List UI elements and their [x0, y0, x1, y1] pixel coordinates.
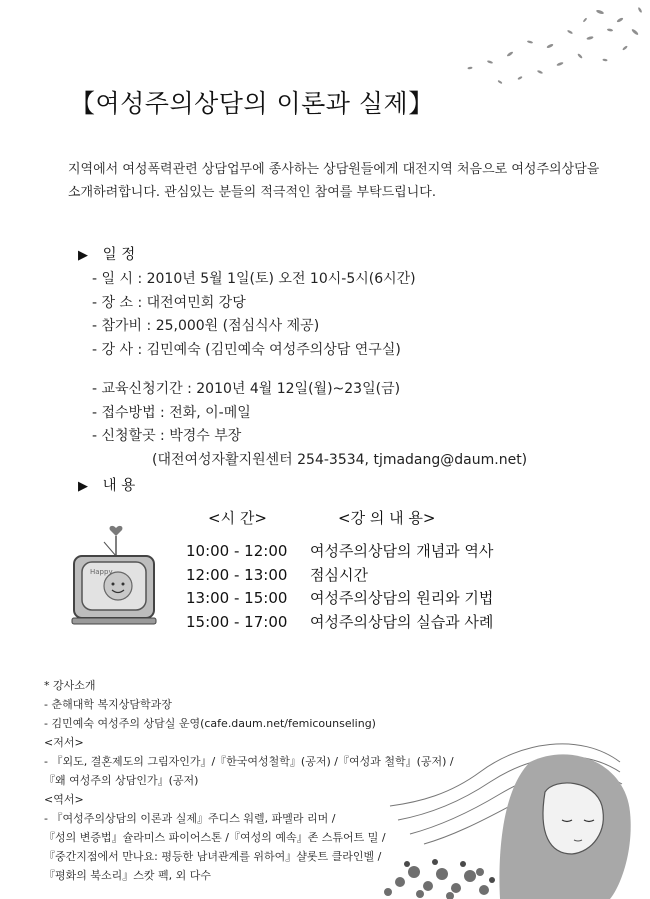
triangle-right-icon: ▶ [78, 248, 88, 263]
bio-line: - 춘해대학 복지상담학과장 [44, 698, 172, 711]
column-header-topic: <강 의 내 용> [338, 509, 436, 527]
time-cell: 10:00 - 12:00 [186, 542, 288, 560]
girl-illustration-icon [380, 722, 640, 899]
bio-line: - 김민예숙 여성주의 상담실 운영(cafe.daum.net/femicounseling) [44, 717, 376, 730]
timetable-row [186, 540, 493, 564]
bio-line: <저서> [44, 736, 84, 749]
bio-line: 『성의 변증법』슐라미스 파이어스톤 /『여성의 예속』존 스튜어트 밀 / [44, 831, 386, 844]
intro-line: 소개하려합니다. 관심있는 분들의 적극적인 참여를 부탁드립니다. [68, 185, 436, 200]
time-cell: 15:00 - 17:00 [186, 612, 288, 631]
timetable [186, 540, 493, 634]
topic-cell: 여성주의상담의 원리와 기법 [310, 589, 494, 607]
tv-screen-text: Happy [90, 568, 113, 576]
schedule-item: - 참가비 : 25,000원 (점심식사 제공) [92, 318, 320, 334]
content-heading [78, 474, 135, 495]
bio-line: 『평화의 북소리』스캇 펙, 외 다수 [44, 869, 211, 882]
timetable-row [186, 611, 493, 635]
timetable-row [186, 587, 493, 611]
bio-line: 『왜 여성주의 상담인가』(공저) [44, 774, 199, 787]
column-header-time: <시 간> [208, 509, 267, 527]
schedule-item: - 접수방법 : 전화, 이-메일 [92, 404, 251, 421]
bio-line: - 『외도, 결혼제도의 그림자인가』/『한국여성철학』(공저) /『여성과 철학』(공저) / [44, 755, 454, 768]
petals-icon [450, 2, 650, 92]
schedule-list [92, 268, 527, 472]
timetable-row [186, 564, 493, 588]
time-cell: 13:00 - 15:00 [186, 589, 288, 607]
bio-line: * 강사소개 [44, 679, 96, 692]
schedule-item: - 일 시 : 2010년 5월 1일(토) 오전 10시-5시(6시간) [92, 271, 416, 287]
topic-cell: 여성주의상담의 실습과 사례 [310, 612, 494, 631]
bio-line: 『중간지점에서 만나요: 평등한 남녀관계를 위하여』샬롯트 클라인벨 / [44, 850, 382, 863]
schedule-heading-label: 일 정 [102, 247, 136, 263]
bio-line: - 『여성주의상담의 이론과 실제』주디스 워렐, 파멜라 리머 / [44, 812, 336, 825]
topic-cell: 여성주의상담의 개념과 역사 [310, 542, 494, 560]
time-cell: 12:00 - 13:00 [186, 565, 288, 584]
contact-info: (대전여성자활지원센터 254-3534, tjmadang@daum.net) [152, 451, 528, 468]
bio-line: <역서> [44, 793, 84, 806]
page-title: 【여성주의상담의 이론과 실제】 [70, 89, 434, 118]
content-heading-label: 내 용 [102, 478, 136, 494]
triangle-right-icon: ▶ [78, 479, 88, 494]
intro-paragraph [68, 158, 628, 204]
intro-line: 지역에서 여성폭력관련 상담업무에 종사하는 상담원들에게 대전지역 처음으로 여성주의상담을 [68, 162, 600, 177]
retro-tv-icon [66, 522, 162, 632]
schedule-item: - 교육신청기간 : 2010년 4월 12일(월)~23일(금) [92, 381, 401, 397]
schedule-heading [78, 243, 135, 264]
schedule-item: - 강 사 : 김민예숙 (김민예숙 여성주의상담 연구실) [92, 341, 401, 358]
schedule-item: - 장 소 : 대전여민회 강당 [92, 294, 246, 311]
topic-cell: 점심시간 [310, 565, 368, 584]
schedule-item: - 신청할곳 : 박경수 부장 [92, 428, 242, 444]
